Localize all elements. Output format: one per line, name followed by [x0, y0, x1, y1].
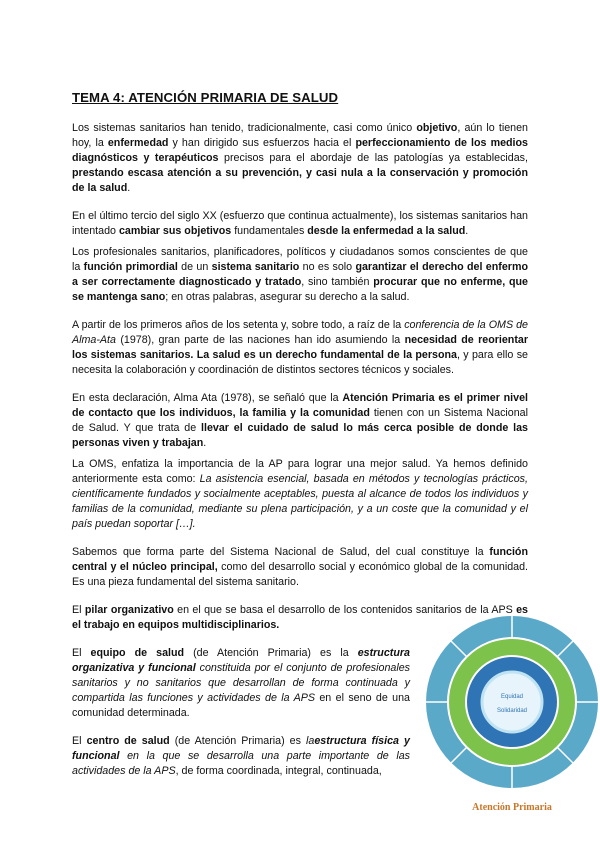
paragraph-7: Sabemos que forma parte del Sistema Nacional de Salud, del cual constituye la función central y el núcleo principal, como del desarrollo social y económico global de la comunidad. Es una pieza fundamental del sistema sanitario. — [72, 546, 529, 588]
paragraph-9: El equipo de salud (de Atención Primaria) es la estructura organizativa y funcional constituida por el conjunto de profesionales sanitarios y no sanitarios que desarrollan de forma continuada y compartida las funciones y actividades de la APS en el seno de una comunidad determinada. — [72, 647, 411, 719]
paragraph-5: En esta declaración, Alma Ata (1978), se señaló que la Atención Primaria es el primer nivel de contacto que los individuos, la familia y la comunidad tienen con un Sistema Nacional de Salud. Y que trata de llevar el cuidado de salud lo más cerca posible de donde las personas viven y trabajan. — [72, 392, 528, 449]
center-label-2: Solidaridad — [496, 708, 528, 714]
paragraph-6: La OMS, enfatiza la importancia de la AP para lograr una mejor salud. Ya hemos definido anteriormente esta como: La asistencia esencial, basada en métodos y tecnologías prácticos, científicamente fundados y socialmente aceptables, puesta al alcance de todos los individuos y familias de la comunidad, mediante su plena participación, y a un coste que la comunidad y el país puedan soportar […]. — [72, 458, 528, 530]
paragraph-4: A partir de los primeros años de los setenta y, sobre todo, a raíz de la conferencia de la OMS de Alma-Ata (1978), gran parte de las naciones han ido asumiendo la necesidad de reorientar los sistemas sanitarios. La salud es un derecho fundamental de la persona, y para ello se necesita la colaboración y coordinación de distintos sectores técnicos y sociales. — [72, 319, 528, 376]
center-circle — [482, 672, 542, 732]
page-title: TEMA 4: ATENCIÓN PRIMARIA DE SALUD — [72, 90, 339, 105]
paragraph-1: Los sistemas sanitarios han tenido, tradicionalmente, casi como único objetivo, aún lo tienen hoy, la enfermedad y han dirigido sus esfuerzos hacia el perfeccionamiento de los medios diagnósticos y terapéuticos precisos para el abordaje de las patologías ya establecidas, prestando escasa atención a su prevención, y casi nula a la conservación y promoción de la salud. — [72, 122, 528, 194]
center-label: Equidad — [500, 694, 524, 700]
paragraph-2: En el último tercio del siglo XX (esfuerzo que continua actualmente), los sistemas sanitarios han intentado cambiar sus objetivos fundamentales desde la enfermedad a la salud. — [72, 210, 528, 237]
paragraph-8: El pilar organizativo en el que se basa el desarrollo de los contenidos sanitarios de la APS es el trabajo en equipos multidisciplinarios. — [72, 604, 528, 631]
primary-care-diagram — [424, 606, 600, 820]
primary-care-wheel-graphic — [424, 606, 600, 802]
figure-caption: Atención Primaria — [472, 802, 552, 813]
paragraph-10: El centro de salud (de Atención Primaria) es laestructura física y funcional en la que se desarrolla una parte importante de las actividades de la APS, de forma coordinada, integral, continuada, — [72, 735, 410, 777]
paragraph-3: Los profesionales sanitarios, planificadores, políticos y ciudadanos somos conscientes de que la función primordial de un sistema sanitario no es solo garantizar el derecho del enfermo a ser correctamente diagnosticado y tratado, sino también procurar que no enferme, que se mantenga sano; en otras palabras, asegurar su derecho a la salud. — [72, 246, 528, 303]
